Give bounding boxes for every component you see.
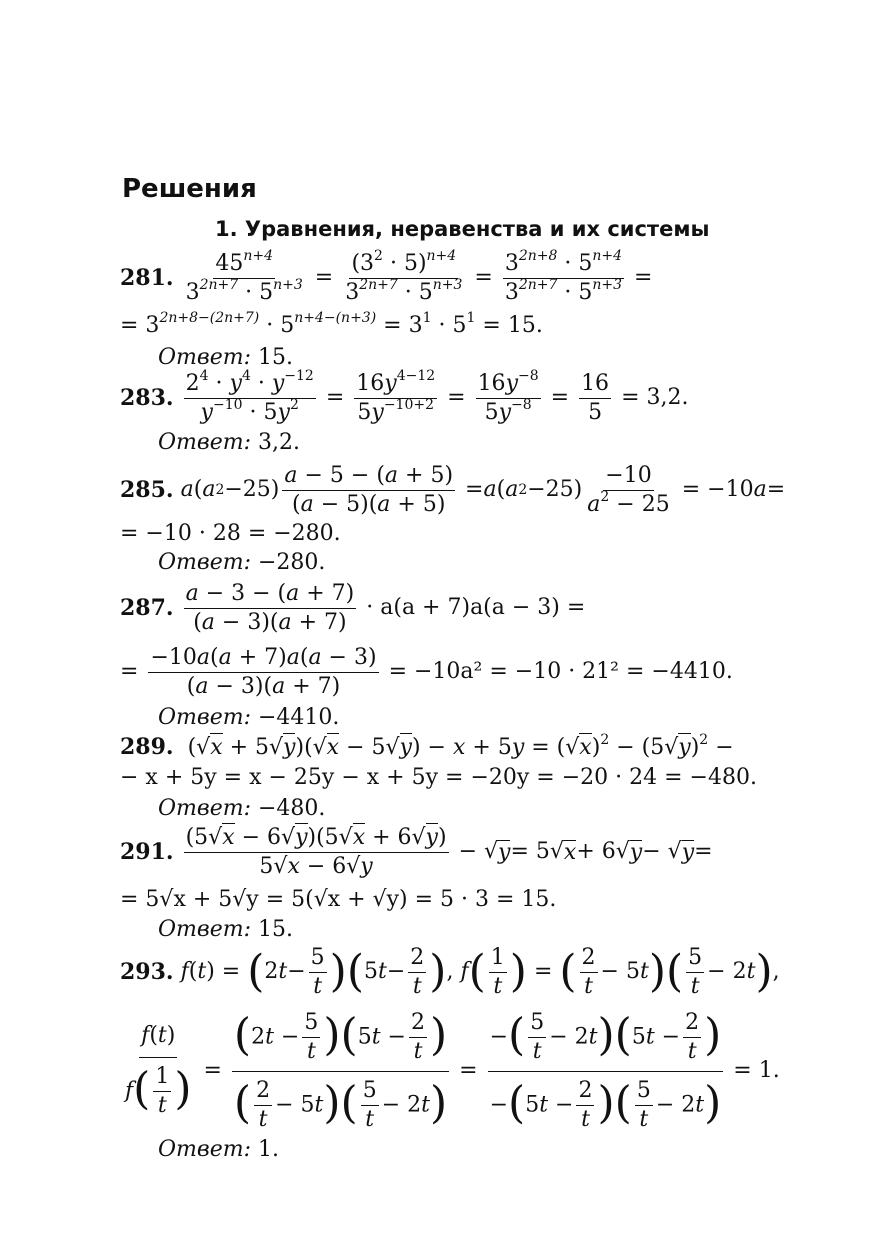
fraction: $\frac{16y^{-8}}{5y^{-8}}$ [477, 367, 539, 425]
problem-number: 283. [120, 385, 174, 411]
fraction: $\frac{-10a(a + 7)a(a - 3)}{(a - 3)(a + 7)}$ [150, 644, 377, 699]
problem-289-line1: 289. $(√x + 5√y)(√x - 5√y) - x + 5y = (√x)^2 - (5√y)^2$ − [120, 732, 734, 760]
problem-number: 291. [120, 839, 174, 865]
fraction: $\frac{a - 5 - (a + 5)}{(a - 5)(a + 5)}$ [284, 462, 454, 517]
problem-285-line2: = −10 · 28 = −280. [120, 521, 341, 546]
answer-281: Ответ: 15. [158, 345, 293, 370]
problem-281-line1: 281. $\frac{45^{n+4}}{3^{2n+7} \cdot 5^{n+3}}$ = $\frac{(3^2 \cdot 5)^{n+4}}{3^{2n+7} \cdot 5^{n+3}}$ = $\frac{3^{2n+8} \cdot 5^{n+4}}{3^{2n+7} \cdot 5^{n+3}}$ = [120, 247, 653, 305]
answer-293: Ответ: 1. [158, 1137, 279, 1162]
fraction: $\frac{(5√x - 6√y)(5√x + 6√y)}{5√x - 6√y}$ [185, 824, 447, 879]
fraction: −( $\frac{5}{t}$ − 2t)(5t − $\frac{2}{t}$ ) −(5t − $\frac{2}{t}$ )( $\frac{5}{t}$ − 2t) [489, 1009, 722, 1132]
problem-291-line1: 291. $\frac{(5√x - 6√y)(5√x + 6√y)}{5√x - 6√y}$ − √ y = 5√ x + 6√ y − √ y = [120, 824, 713, 879]
problem-number: 287. [120, 595, 174, 621]
problem-number: 293. [120, 959, 174, 985]
problem-number: 289. [120, 734, 174, 760]
fraction: $\frac{(3^2 \cdot 5)^{n+4}}{3^{2n+7} \cdot 5^{n+3}}$ [345, 247, 463, 305]
answer-291: Ответ: 15. [158, 917, 293, 942]
answer-285: Ответ: −280. [158, 550, 326, 575]
problem-number: 285. [120, 477, 174, 503]
answer-283: Ответ: 3,2. [158, 430, 300, 455]
fraction: $\frac{3^{2n+8} \cdot 5^{n+4}}{3^{2n+7} \cdot 5^{n+3}}$ [504, 247, 623, 305]
problem-289-line2: − x + 5y = x − 25y − x + 5y = −20y = −20 · 24 = −480. [120, 765, 757, 790]
problem-291-line2: = 5√x + 5√y = 5(√x + √y) = 5 · 3 = 15. [120, 887, 557, 912]
problem-285-line1: 285. a ( a 2 −25) $\frac{a - 5 - (a + 5)}{(a - 5)(a + 5)}$ = a ( a 2 −25) $\frac{-10}{a^2 - 25}$ = −10 a = [120, 462, 786, 517]
fraction: $\frac{16y^{4-12}}{5y^{-10+2}}$ [356, 367, 436, 425]
problem-293-line1: 293. f ( t ) = ( 2 t − $\frac{5}{t}$ ) ( 5 t − $\frac{2}{t}$ ) , f ( $\frac{1}{t}$ ) = ( $\frac{2}{t}$ − 5 t ) ( $\frac{5}{t}$ − 2 t ) , [120, 944, 780, 999]
page-title: Решения [122, 174, 257, 204]
fraction: f(t) f( $\frac{1}{t}$ ) [125, 1023, 192, 1118]
problem-293-line2: f(t) f( $\frac{1}{t}$ ) = (2t − $\frac{5}{t}$ )(5t − $\frac{2}{t}$ ) ( $\frac{2}{t}$ − 5t)( $\frac{5}{t}$ − 2t) = −( $\frac{5}{t}$ − 2t)(5t − $\frac{2}{t}$ ) −(5t − $\frac{2}{t}$ )( $\frac{5}{t}$ − 2t) = 1. [125, 1009, 780, 1132]
answer-289: Ответ: −480. [158, 796, 326, 821]
fraction: $\frac{2^4 \cdot y^4 \cdot y^{-12}}{y^{-10} \cdot 5y^2}$ [185, 367, 314, 425]
problem-287-line1: 287. $\frac{a - 3 - (a + 7)}{(a - 3)(a + 7)}$ · a(a + 7)a(a − 3) = [120, 580, 586, 635]
fraction: $\frac{a - 3 - (a + 7)}{(a - 3)(a + 7)}$ [185, 580, 355, 635]
fraction: $\frac{-10}{a^2 - 25}$ [587, 462, 670, 517]
problem-283-line1: 283. $\frac{2^4 \cdot y^4 \cdot y^{-12}}{y^{-10} \cdot 5y^2}$ = $\frac{16y^{4-12}}{5y^{-10+2}}$ = $\frac{16y^{-8}}{5y^{-8}}$ = $\frac{16}{5}$ = 3,2. [120, 367, 689, 425]
problem-287-line2: = $\frac{-10a(a + 7)a(a - 3)}{(a - 3)(a + 7)}$ = −10a² = −10 · 21² = −4410. [120, 644, 733, 699]
fraction: $\frac{16}{5}$ [581, 370, 610, 425]
fraction: $\frac{45^{n+4}}{3^{2n+7} \cdot 5^{n+3}}$ [185, 247, 303, 305]
problem-281-line2: = $3^{2n+8-(2n+7)} \cdot 5^{n+4-(n+3)} = 3^1 \cdot 5^1 = 15$. [120, 310, 543, 338]
answer-287: Ответ: −4410. [158, 705, 340, 730]
section-title: 1. Уравнения, неравенства и их системы [215, 217, 710, 241]
fraction: (2t − $\frac{5}{t}$ )(5t − $\frac{2}{t}$ ) ( $\frac{2}{t}$ − 5t)( $\frac{5}{t}$ − 2t) [233, 1009, 448, 1132]
problem-number: 281. [120, 265, 174, 291]
